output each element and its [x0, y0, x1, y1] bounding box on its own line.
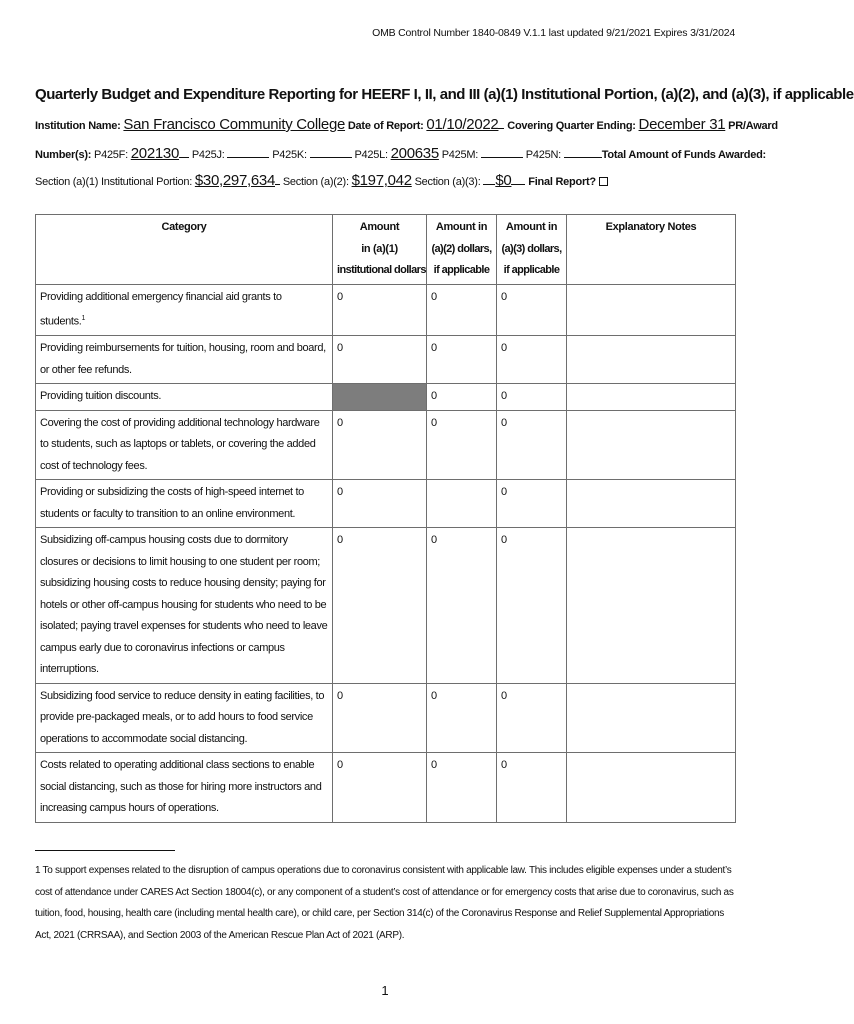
a1-amount-header: [333, 215, 427, 285]
a1-amount-cell[interactable]: 0: [333, 336, 427, 384]
award-numbers-line: [35, 145, 766, 162]
a1-amount-cell[interactable]: 0: [333, 284, 427, 336]
footnote-text: 1 To support expenses related to the disruption of campus operations due to coronavirus consistent with applicable law. This includes eligible expenses under a student’s cost of attendance under CARES Act Section 18004(c), or any component of a student’s cost of attendance or for emergency costs that arise due to coronavirus, such as tuition, food, housing, health care (including mental health care), or child care, per Section 314(c) of the Coronavirus Response and Relief Supplemental Appropriations Act, 2021 (CRRSAA), and Section 2003 of the American Rescue Plan Act of 2021 (ARP).: [35, 865, 734, 941]
notes-cell[interactable]: [567, 683, 736, 753]
section-a1-field[interactable]: $30,297,634: [194, 172, 275, 189]
a3-amount-cell[interactable]: 0: [497, 284, 567, 336]
table-row: [36, 683, 736, 753]
institution-label: Institution Name:: [35, 120, 121, 132]
notes-cell[interactable]: [567, 410, 736, 480]
p425f-field[interactable]: 202130: [130, 145, 180, 162]
quarter-label: Covering Quarter Ending:: [507, 120, 636, 132]
a2-amount-cell[interactable]: [427, 480, 497, 528]
a2-amount-header: [427, 215, 497, 285]
p425m-field[interactable]: [481, 147, 523, 158]
p425n-label: P425N:: [525, 149, 561, 161]
section-a2-field[interactable]: $197,042: [351, 172, 412, 189]
category-cell: Subsidizing food service to reduce density in eating facilities, to provide pre-packaged meals, or to add hours to food service operations to accommodate social distancing.: [36, 683, 333, 753]
budget-table: [35, 214, 736, 823]
institution-name-field[interactable]: San Francisco Community College: [123, 116, 346, 133]
final-report-checkbox[interactable]: [599, 177, 608, 186]
category-header: Category: [36, 215, 333, 285]
footnote-divider: [35, 850, 175, 851]
section-a2-label: Section (a)(2):: [282, 176, 349, 188]
section-a1-label: Section (a)(1) Institutional Portion:: [35, 176, 193, 188]
final-report-label: Final Report?: [528, 176, 596, 188]
p425n-field[interactable]: [564, 147, 602, 158]
p425j-field[interactable]: [227, 147, 269, 158]
a3-amount-cell[interactable]: 0: [497, 683, 567, 753]
a3-amount-cell[interactable]: 0: [497, 753, 567, 823]
date-label: Date of Report:: [347, 120, 424, 132]
a3-header-line3: if applicable: [503, 264, 560, 276]
a3-amount-cell[interactable]: 0: [497, 336, 567, 384]
category-text: Providing additional emergency financial aid grants to students.: [40, 290, 282, 328]
p425m-label: P425M:: [441, 149, 479, 161]
pr-award-label: PR/Award: [728, 120, 778, 132]
a1-amount-cell-shaded: [333, 384, 427, 411]
a2-amount-cell[interactable]: 0: [427, 753, 497, 823]
category-cell: [36, 284, 333, 336]
notes-cell[interactable]: [567, 753, 736, 823]
a1-amount-cell[interactable]: 0: [333, 753, 427, 823]
award-numbers-label: Number(s):: [35, 149, 92, 161]
category-cell: Providing tuition discounts.: [36, 384, 333, 411]
a3-header-line2: (a)(3) dollars,: [501, 242, 562, 255]
p425f-label: P425F:: [93, 149, 128, 161]
a2-amount-cell[interactable]: 0: [427, 410, 497, 480]
footnote-ref: 1: [81, 315, 86, 322]
form-title: Quarterly Budget and Expenditure Reporting for HEERF I, II, and III (a)(1) Institutional Portion, (a)(2), and (a)(3), if applicable: [35, 86, 854, 103]
a1-amount-cell[interactable]: 0: [333, 480, 427, 528]
a2-amount-cell[interactable]: 0: [427, 336, 497, 384]
category-cell: Costs related to operating additional class sections to enable social distancing, such as those for hiring more instructors and increasing campus hours of operations.: [36, 753, 333, 823]
a1-header-line1: Amount: [359, 221, 400, 233]
category-cell: Providing reimbursements for tuition, housing, room and board, or other fee refunds.: [36, 336, 333, 384]
p425k-label: P425K:: [272, 149, 307, 161]
a3-amount-cell[interactable]: 0: [497, 480, 567, 528]
notes-cell[interactable]: [567, 384, 736, 411]
page-number: 1: [381, 983, 389, 998]
table-row: [36, 480, 736, 528]
notes-cell[interactable]: [567, 336, 736, 384]
a2-header-line1: Amount in: [435, 221, 488, 233]
notes-header: Explanatory Notes: [567, 215, 736, 285]
table-row: [36, 284, 736, 336]
table-header-row: [36, 215, 736, 285]
report-date-field[interactable]: 01/10/2022: [426, 116, 499, 133]
a3-amount-cell[interactable]: 0: [497, 384, 567, 411]
notes-cell[interactable]: [567, 528, 736, 684]
table-row: [36, 336, 736, 384]
quarter-ending-field[interactable]: December 31: [638, 116, 726, 133]
category-cell: Providing or subsidizing the costs of high-speed internet to students or faculty to transition to an online environment.: [36, 480, 333, 528]
a1-amount-cell[interactable]: 0: [333, 683, 427, 753]
p425l-label: P425L:: [354, 149, 388, 161]
a3-amount-header: [497, 215, 567, 285]
section-a3-label: Section (a)(3):: [414, 176, 481, 188]
p425j-label: P425J:: [191, 149, 225, 161]
category-cell: Covering the cost of providing additional technology hardware to students, such as laptops or tablets, or covering the added cost of technology fees.: [36, 410, 333, 480]
a1-header-line2: in (a)(1): [361, 242, 398, 255]
notes-cell[interactable]: [567, 480, 736, 528]
section-a3-field[interactable]: $0: [495, 172, 512, 189]
table-row: [36, 753, 736, 823]
a1-amount-cell[interactable]: 0: [333, 410, 427, 480]
omb-control-number: OMB Control Number 1840-0849 V.1.1 last updated 9/21/2021 Expires 3/31/2024: [372, 27, 735, 39]
p425k-field[interactable]: [310, 147, 352, 158]
institution-line: [35, 116, 778, 133]
a2-header-line3: if applicable: [433, 264, 490, 276]
total-funds-label: Total Amount of Funds Awarded:: [601, 149, 766, 161]
a2-amount-cell[interactable]: 0: [427, 384, 497, 411]
a2-amount-cell[interactable]: 0: [427, 284, 497, 336]
sections-line: [35, 172, 608, 189]
table-row: [36, 528, 736, 684]
category-cell: Subsidizing off-campus housing costs due to dormitory closures or decisions to limit housing to one student per room; subsidizing housing costs to reduce housing density; paying for hotels or other off-campus housing for students who need to be isolated; paying travel expenses for students who need to leave campus early due to coronavirus infections or campus interruptions.: [36, 528, 333, 684]
a3-amount-cell[interactable]: 0: [497, 410, 567, 480]
a1-amount-cell[interactable]: 0: [333, 528, 427, 684]
a3-amount-cell[interactable]: 0: [497, 528, 567, 684]
a1-header-line3: institutional dollars: [337, 264, 426, 276]
table-row: [36, 410, 736, 480]
table-row: [36, 384, 736, 411]
notes-cell[interactable]: [567, 284, 736, 336]
a2-header-line2: (a)(2) dollars,: [431, 242, 492, 255]
a2-amount-cell[interactable]: 0: [427, 528, 497, 684]
a2-amount-cell[interactable]: 0: [427, 683, 497, 753]
p425l-field[interactable]: 200635: [390, 145, 439, 162]
a3-header-line1: Amount in: [505, 221, 558, 233]
